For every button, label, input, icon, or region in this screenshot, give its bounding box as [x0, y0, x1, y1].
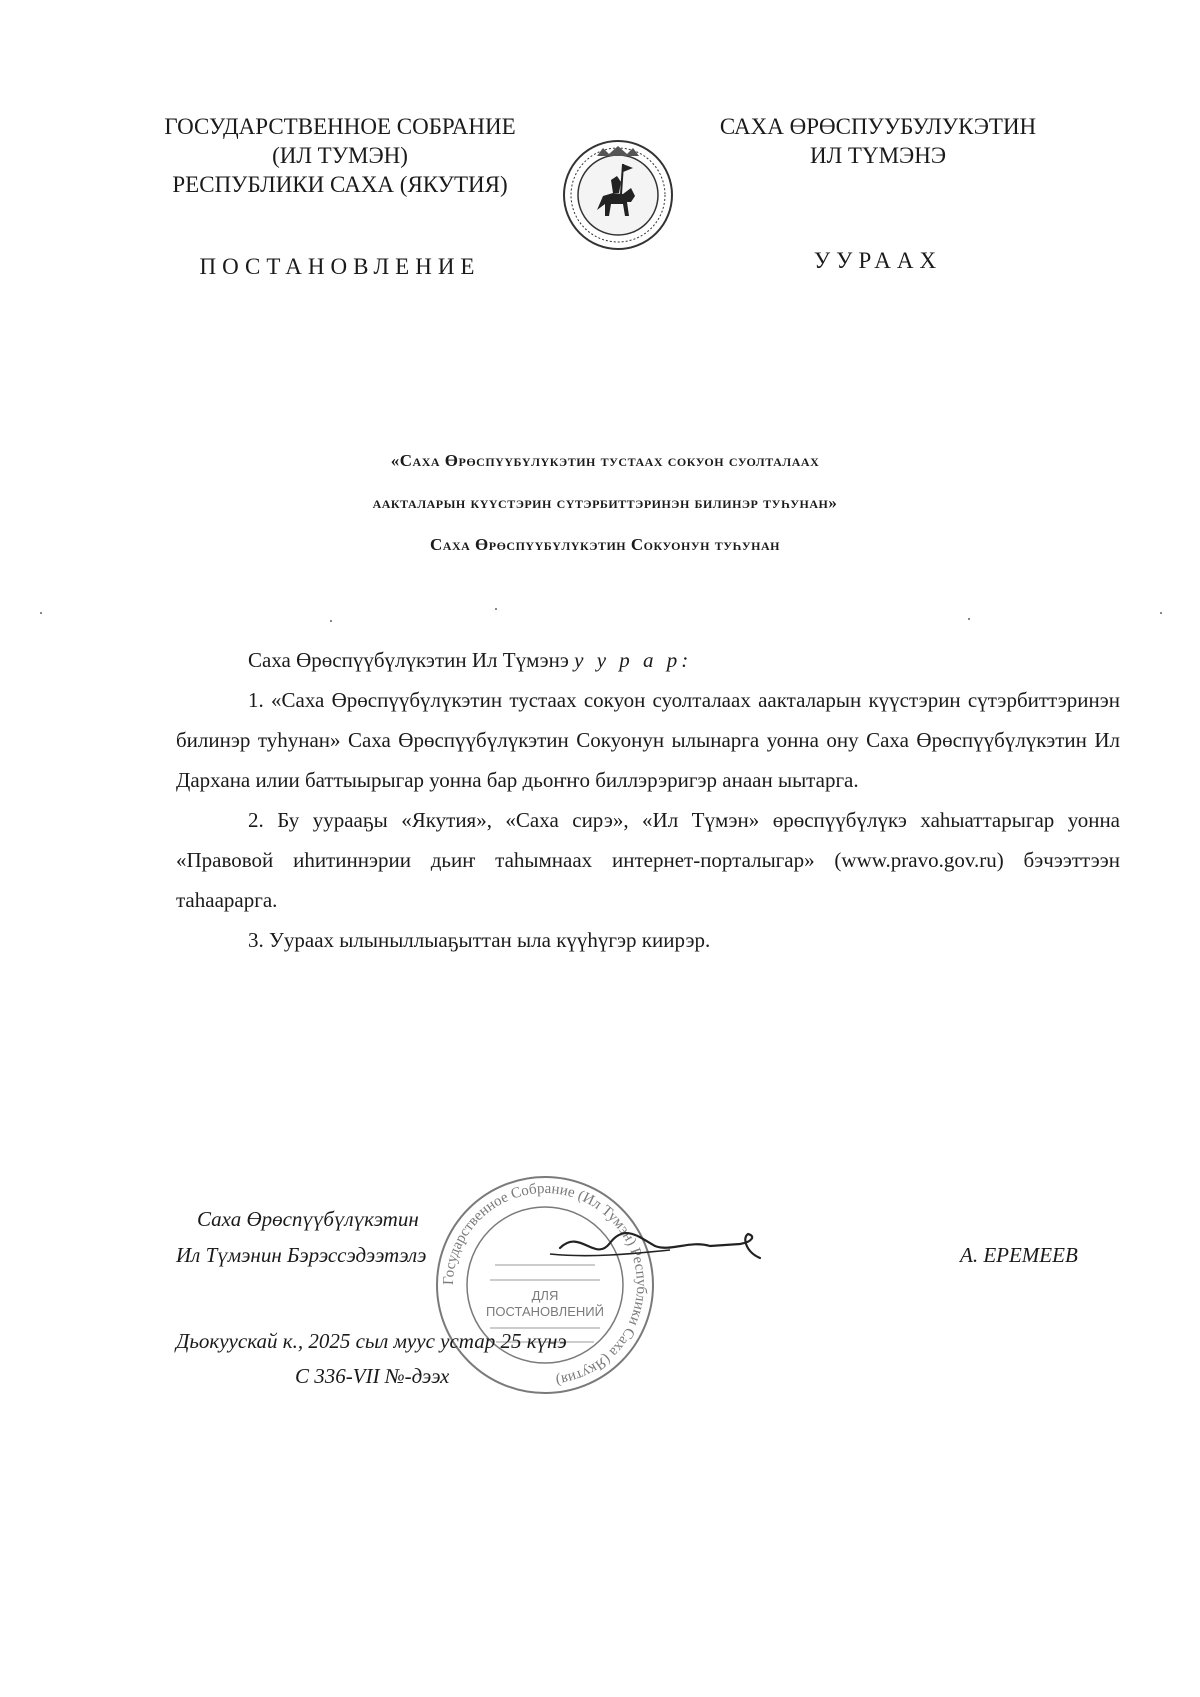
- title-line-2: аакталарын күүстэрин сүтэрбиттэринэн билинэр туһунан»: [372, 493, 838, 512]
- signatory-name: А. ЕРЕМЕЕВ: [960, 1243, 1078, 1267]
- body-intro: [176, 640, 1120, 680]
- scan-speck: [330, 620, 332, 622]
- body-paragraph-3: 3. Уураах ылыныллыаҕыттан ыла күүһүгэр киирэр.: [248, 928, 711, 952]
- signatory-position-line-1: Саха Өрөспүүбүлүкэтин: [197, 1207, 419, 1231]
- signatory-position-line-2: Ил Түмэнин Бэрэссэдээтэлэ: [176, 1243, 427, 1267]
- body-paragraph-1: 1. «Саха Өрөспүүбүлүкэтин тустаах сокуон суолталаах аакталарын күүстэрин сүтэрбиттэринэн билинэр туһунан» Саха Өрөспүүбүлүкэтин Сокуонун ылынарга уонна ону Саха Өрөспүүбүлүкэтин Ил Дархана илии баттыырыгар уонна бар дьоҥҥо биллэрэригэр анаан ыытарга.: [176, 688, 1120, 792]
- header-left-line-1: ГОСУДАРСТВЕННОЕ СОБРАНИЕ: [164, 114, 516, 139]
- scan-speck: [1160, 612, 1162, 614]
- document-number: С 336-VII №-дээх: [295, 1364, 450, 1388]
- scan-speck: [495, 608, 497, 610]
- coat-of-arms-emblem: [561, 138, 675, 252]
- doc-type-sakha: УУРААХ: [813, 248, 943, 273]
- stamp-center-text-1: ДЛЯ: [531, 1288, 559, 1303]
- official-seal-stamp: [430, 1170, 660, 1400]
- title-line-1: «Саха Өрөспүүбүлүкэтин тустаах сокуон суолталаах: [390, 451, 820, 470]
- header-right-block: [698, 112, 1058, 170]
- svg-text:Государственное Собрание (Ил Т: [441, 1181, 649, 1388]
- place-and-date: Дьокуускай к., 2025 сыл муус устар 25 күнэ: [176, 1329, 567, 1353]
- intro-emphasis: у у р а р:: [574, 648, 693, 672]
- header-right-line-2: ИЛ ТҮМЭНЭ: [809, 143, 947, 168]
- doc-type-russian: ПОСТАНОВЛЕНИЕ: [199, 254, 481, 279]
- body-paragraph-2: 2. Бу уурааҕы «Якутия», «Саха сирэ», «Ил Түмэн» өрөспүүбүлүкэ хаһыаттарыгар уонна «Правовой иһитиннэрии дьиҥ таһымнаах интернет-порталыгар» (www.pravo.gov.ru) бэчээттээн таһаарарга.: [176, 808, 1120, 912]
- stamp-center-text-2: ПОСТАНОВЛЕНИЙ: [486, 1304, 604, 1319]
- handwritten-signature: [520, 1218, 770, 1278]
- document-title: [200, 440, 1010, 566]
- header-left-block: [130, 112, 550, 199]
- header-left-line-2: (ИЛ ТУМЭН): [272, 143, 408, 168]
- intro-text: Саха Өрөспүүбүлүкэтин Ил Түмэнэ: [248, 648, 569, 672]
- scan-speck: [40, 612, 42, 614]
- stamp-ring-text: Государственное Собрание (Ил Тумэн) Республики Саха (Якутия): [440, 1180, 650, 1389]
- header-left-line-3: РЕСПУБЛИКИ САХА (ЯКУТИЯ): [172, 172, 508, 197]
- document-body: [176, 640, 1120, 960]
- title-line-3: Саха Өрөспүүбүлүкэтин Сокуонун туһунан: [430, 535, 780, 554]
- header-right-line-1: САХА ӨРӨСПУУБУЛУКЭТИН: [719, 114, 1037, 139]
- scan-speck: [968, 618, 970, 620]
